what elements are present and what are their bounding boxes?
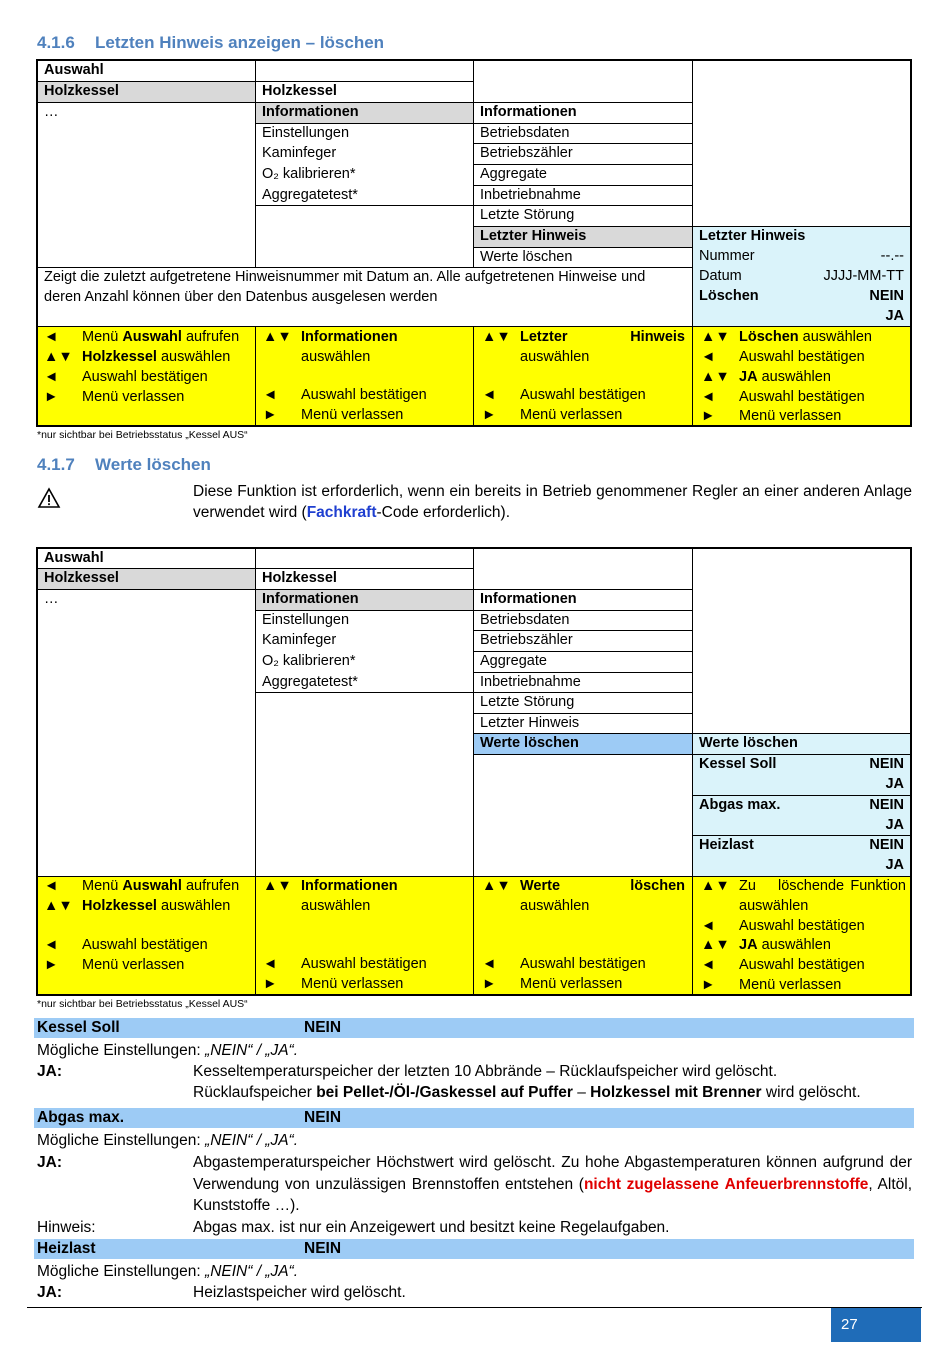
up-down-arrows-icon: ▲▼ bbox=[44, 898, 73, 914]
menu-item-o2-kalibrieren[interactable]: O₂ kalibrieren* bbox=[262, 653, 356, 669]
table-divider bbox=[37, 876, 911, 877]
nav-line bbox=[44, 896, 254, 916]
up-down-arrows-icon: ▲▼ bbox=[701, 369, 730, 385]
nav-line bbox=[482, 327, 685, 347]
nav-text-bold: löschen bbox=[630, 878, 685, 894]
detail-row-heizlast-ja bbox=[699, 855, 904, 875]
detail-value-alt: JA bbox=[885, 857, 904, 873]
possible-label: Mögliche Einstellungen: bbox=[37, 1263, 201, 1280]
setting-value: NEIN bbox=[304, 1240, 342, 1257]
nav-text: Auswahl bestätigen bbox=[739, 389, 865, 405]
detail-label: Löschen bbox=[699, 288, 759, 304]
right-arrow-icon: ► bbox=[44, 957, 59, 973]
table-divider bbox=[473, 326, 474, 426]
setting-bar-abgas-max bbox=[34, 1108, 914, 1128]
nav-line bbox=[701, 406, 906, 426]
nav-text: auswählen bbox=[798, 329, 872, 345]
table-divider bbox=[473, 226, 911, 227]
nav-text: Auswahl bestätigen bbox=[739, 957, 865, 973]
table-border bbox=[36, 547, 912, 549]
left-arrow-icon: ◄ bbox=[44, 329, 59, 345]
up-down-arrows-icon: ▲▼ bbox=[482, 329, 511, 345]
detail-label: Datum bbox=[699, 268, 742, 284]
ja-label: JA: bbox=[37, 1063, 62, 1080]
menu-item-einstellungen[interactable]: Einstellungen bbox=[262, 125, 350, 141]
nav-line bbox=[44, 347, 254, 367]
table-divider bbox=[255, 547, 256, 996]
table-divider bbox=[37, 267, 692, 268]
ja-description bbox=[193, 1152, 912, 1217]
nav-line bbox=[44, 367, 254, 387]
detail-row-loeschen[interactable] bbox=[699, 286, 904, 306]
nav-text-bold: Informationen bbox=[301, 878, 398, 894]
nav-line bbox=[701, 327, 906, 347]
nav-text: Auswahl bestätigen bbox=[520, 387, 646, 403]
ja-label: JA: bbox=[37, 1154, 62, 1171]
detail-label: Kessel Soll bbox=[699, 756, 777, 772]
menu-item-betriebsdaten[interactable]: Betriebsdaten bbox=[480, 612, 570, 628]
left-arrow-icon: ◄ bbox=[482, 956, 497, 972]
ja-text: – bbox=[572, 1084, 591, 1101]
menu-item-holzkessel[interactable]: Holzkessel bbox=[44, 83, 119, 99]
nav-text: auswählen bbox=[156, 898, 231, 914]
nav-text: Auswahl bestätigen bbox=[82, 937, 208, 953]
detail-label: Abgas max. bbox=[699, 797, 781, 813]
nav-line bbox=[263, 896, 473, 916]
menu-item-letzte-stoerung[interactable]: Letzte Störung bbox=[480, 207, 575, 223]
menu-item-o2-kalibrieren[interactable]: O₂ kalibrieren* bbox=[262, 166, 356, 182]
nav-line bbox=[263, 876, 473, 896]
ja-text-bold: Holzkessel mit Brenner bbox=[590, 1084, 762, 1101]
left-arrow-icon: ◄ bbox=[263, 387, 278, 403]
section-heading-417 bbox=[37, 455, 211, 475]
detail-value-alt: JA bbox=[885, 817, 904, 833]
menu-item-betriebszaehler[interactable]: Betriebszähler bbox=[480, 632, 573, 648]
table-divider bbox=[692, 795, 911, 796]
right-arrow-icon: ► bbox=[44, 389, 59, 405]
ja-text: , Altöl, Kunststoffe …). bbox=[193, 1175, 913, 1214]
left-arrow-icon: ◄ bbox=[263, 956, 278, 972]
col-header-auswahl: Auswahl bbox=[44, 62, 104, 78]
nav-text: Auswahl bestätigen bbox=[82, 369, 208, 385]
col-header-informationen: Informationen bbox=[480, 591, 577, 607]
nav-text: auswählen bbox=[739, 898, 809, 914]
nav-line bbox=[263, 954, 473, 974]
nav-line bbox=[44, 387, 254, 407]
table-border bbox=[36, 59, 38, 427]
nav-text: auswählen bbox=[156, 349, 231, 365]
menu-item-inbetriebnahme[interactable]: Inbetriebnahme bbox=[480, 187, 581, 203]
page-number: 27 bbox=[841, 1316, 858, 1333]
menu-item-aggregate[interactable]: Aggregate bbox=[480, 653, 547, 669]
footnote: *nur sichtbar bei Betriebsstatus „Kessel AUS“ bbox=[37, 429, 248, 441]
left-arrow-icon: ◄ bbox=[701, 389, 716, 405]
table-divider bbox=[473, 651, 692, 652]
nav-text-bold: Auswahl bbox=[122, 329, 182, 345]
col-header-holzkessel: Holzkessel bbox=[262, 570, 337, 586]
section-title: Werte löschen bbox=[95, 455, 211, 474]
menu-item-letzter-hinweis[interactable]: Letzter Hinweis bbox=[480, 228, 587, 244]
right-arrow-icon: ► bbox=[701, 408, 716, 424]
left-arrow-icon: ◄ bbox=[482, 387, 497, 403]
table-divider bbox=[473, 754, 911, 755]
nav-text: Menü verlassen bbox=[82, 389, 185, 405]
nav-line bbox=[263, 974, 473, 994]
detail-row-loeschen-ja bbox=[699, 306, 904, 326]
nav-text-bold: Holzkessel bbox=[82, 898, 157, 914]
col-header-holzkessel: Holzkessel bbox=[262, 83, 337, 99]
nav-text-bold: Holzkessel bbox=[82, 349, 157, 365]
nav-text: Auswahl bestätigen bbox=[301, 387, 427, 403]
detail-title: Werte löschen bbox=[699, 735, 798, 751]
nav-text: auswählen bbox=[757, 937, 831, 953]
detail-row-datum bbox=[699, 266, 904, 286]
up-down-arrows-icon: ▲▼ bbox=[44, 349, 73, 365]
nav-line bbox=[482, 974, 685, 994]
nav-text: auswählen bbox=[520, 898, 590, 914]
warning-icon bbox=[37, 487, 61, 509]
footer-rule bbox=[27, 1307, 922, 1308]
table-divider bbox=[37, 102, 692, 103]
nav-text: Auswahl bestätigen bbox=[301, 956, 427, 972]
nav-line bbox=[701, 876, 906, 896]
nav-text-bold: Auswahl bbox=[122, 878, 182, 894]
menu-item-betriebszaehler[interactable]: Betriebszähler bbox=[480, 145, 573, 161]
nav-text: Funktion bbox=[850, 878, 906, 894]
menu-item-letzte-stoerung[interactable]: Letzte Störung bbox=[480, 694, 575, 710]
nav-line bbox=[263, 385, 473, 405]
detail-row-kessel-soll-ja bbox=[699, 774, 904, 794]
nav-line bbox=[701, 367, 906, 387]
nav-text-bold: Informationen bbox=[301, 329, 398, 345]
nav-text: auswählen bbox=[520, 349, 590, 365]
menu-item-kaminfeger[interactable]: Kaminfeger bbox=[262, 632, 337, 648]
right-arrow-icon: ► bbox=[263, 407, 278, 423]
setting-name: Abgas max. bbox=[37, 1109, 125, 1126]
nav-text: Auswahl bestätigen bbox=[739, 349, 865, 365]
warning-text bbox=[193, 481, 912, 523]
right-arrow-icon: ► bbox=[263, 976, 278, 992]
ja-description: Heizlastspeicher wird gelöscht. bbox=[193, 1284, 406, 1301]
table-divider bbox=[473, 185, 692, 186]
ja-text-line2 bbox=[193, 1082, 913, 1103]
setting-name: Heizlast bbox=[37, 1240, 96, 1257]
nav-text: auswählen bbox=[301, 898, 371, 914]
nav-text-bold: Hinweis bbox=[630, 329, 685, 345]
nav-line bbox=[482, 405, 685, 425]
detail-label: Nummer bbox=[699, 248, 755, 264]
table-divider bbox=[255, 610, 692, 611]
nav-line bbox=[44, 935, 254, 955]
table-border bbox=[910, 59, 912, 427]
nav-text: Auswahl bestätigen bbox=[739, 918, 865, 934]
possible-settings bbox=[37, 1040, 298, 1061]
ja-text-bold: bei Pellet-/Öl-/Gaskessel auf Puffer bbox=[316, 1084, 573, 1101]
nav-text-bold: Löschen bbox=[739, 329, 799, 345]
nav-text: Menü verlassen bbox=[739, 977, 842, 993]
table-divider bbox=[37, 81, 473, 82]
section-title: Letzten Hinweis anzeigen – löschen bbox=[95, 33, 385, 52]
nav-line bbox=[482, 347, 685, 367]
table-divider bbox=[692, 59, 693, 427]
table-border bbox=[36, 59, 912, 61]
possible-settings bbox=[37, 1130, 298, 1151]
table-divider bbox=[473, 547, 474, 996]
ja-text: Abgastemperaturspeicher Höchstwert wird gelöscht. Zu hohe Abgastemperaturen können aufgrund der Verwendung von unzulässigen Brennstoffen entstehen ( bbox=[193, 1154, 912, 1193]
nav-col-4 bbox=[701, 327, 906, 427]
left-arrow-icon: ◄ bbox=[44, 369, 59, 385]
nav-text: Zu bbox=[739, 878, 756, 894]
possible-label: Mögliche Einstellungen: bbox=[37, 1132, 201, 1149]
nav-col-1 bbox=[44, 876, 254, 995]
nav-line bbox=[263, 327, 473, 347]
table-divider bbox=[37, 568, 473, 569]
nav-col-2 bbox=[263, 327, 473, 427]
ja-description bbox=[193, 1061, 913, 1103]
menu-item-aggregatetest[interactable]: Aggregatetest* bbox=[262, 187, 358, 203]
nav-text: Menü verlassen bbox=[301, 976, 404, 992]
up-down-arrows-icon: ▲▼ bbox=[263, 329, 292, 345]
nav-text: Auswahl bestätigen bbox=[520, 956, 646, 972]
section-number: 4.1.7 bbox=[37, 455, 75, 474]
nav-col-3 bbox=[482, 327, 685, 427]
table-divider bbox=[692, 835, 911, 836]
table-divider bbox=[255, 326, 256, 426]
detail-value: --.-- bbox=[880, 248, 904, 264]
menu-item-werte-loeschen[interactable]: Werte löschen bbox=[480, 249, 573, 265]
menu-item-holzkessel[interactable]: Holzkessel bbox=[44, 570, 119, 586]
left-arrow-icon: ◄ bbox=[701, 918, 716, 934]
description-text: Zeigt die zuletzt aufgetretene Hinweisnummer mit Datum an. Alle aufgetretenen Hinweise und deren Anzahl können über den Datenbus ausgelesen werden bbox=[44, 269, 646, 305]
nav-line bbox=[482, 954, 685, 974]
up-down-arrows-icon: ▲▼ bbox=[701, 329, 730, 345]
nav-line bbox=[263, 347, 473, 367]
table-divider bbox=[255, 692, 692, 693]
detail-label: Heizlast bbox=[699, 837, 754, 853]
detail-row-heizlast[interactable] bbox=[699, 835, 904, 855]
nav-text: Menü verlassen bbox=[82, 957, 185, 973]
left-arrow-icon: ◄ bbox=[44, 878, 59, 894]
menu-item-letzter-hinweis[interactable]: Letzter Hinweis bbox=[480, 715, 580, 731]
detail-value-alt: JA bbox=[885, 776, 904, 792]
table-divider bbox=[255, 123, 692, 124]
nav-line bbox=[701, 387, 906, 407]
nav-text-bold: Werte bbox=[520, 878, 561, 894]
nav-text: Menü bbox=[82, 329, 123, 345]
table-border bbox=[36, 547, 38, 996]
menu-item-informationen[interactable]: Informationen bbox=[262, 104, 359, 120]
nav-line bbox=[701, 347, 906, 367]
menu-item-more: … bbox=[44, 591, 59, 607]
nav-text-bold: JA bbox=[739, 937, 758, 953]
nav-line bbox=[263, 405, 473, 425]
warning-text-part: Diese Funktion ist erforderlich, wenn ein bereits in Betrieb genommener Regler an einer anderen Anlage verwendet wird ( bbox=[193, 483, 912, 521]
table-divider bbox=[473, 672, 692, 673]
left-arrow-icon: ◄ bbox=[701, 349, 716, 365]
nav-text: auswählen bbox=[757, 369, 831, 385]
right-arrow-icon: ► bbox=[482, 407, 497, 423]
ja-text: Kesseltemperaturspeicher der letzten 10 Abbrände – Rücklaufspeicher wird gelöscht. bbox=[193, 1063, 778, 1080]
detail-value: JJJJ-MM-TT bbox=[823, 268, 904, 284]
nav-text: löschende bbox=[778, 878, 845, 894]
detail-row-abgas-max[interactable] bbox=[699, 795, 904, 815]
nav-text-bold: Letzter bbox=[520, 329, 568, 345]
nav-line bbox=[482, 876, 685, 896]
setting-bar-kessel-soll bbox=[34, 1018, 914, 1038]
nav-line bbox=[44, 876, 254, 896]
nav-line bbox=[701, 955, 906, 975]
table-divider bbox=[37, 589, 692, 590]
detail-row-kessel-soll[interactable] bbox=[699, 754, 904, 774]
left-arrow-icon: ◄ bbox=[701, 957, 716, 973]
nav-line bbox=[701, 975, 906, 995]
nav-text: Menü verlassen bbox=[520, 976, 623, 992]
col-header-informationen: Informationen bbox=[480, 104, 577, 120]
up-down-arrows-icon: ▲▼ bbox=[263, 878, 292, 894]
detail-value: NEIN bbox=[869, 837, 904, 853]
detail-value-alt: JA bbox=[885, 308, 904, 324]
table-divider bbox=[473, 247, 692, 248]
ja-text: Rücklaufspeicher bbox=[193, 1084, 317, 1101]
table-divider bbox=[37, 326, 911, 327]
possible-label: Mögliche Einstellungen: bbox=[37, 1042, 201, 1059]
nav-text: auswählen bbox=[301, 349, 371, 365]
menu-item-more: … bbox=[44, 104, 59, 120]
nav-line bbox=[701, 916, 906, 936]
detail-row-nummer bbox=[699, 246, 904, 266]
nav-text-bold: JA bbox=[739, 369, 758, 385]
footnote: *nur sichtbar bei Betriebsstatus „Kessel AUS“ bbox=[37, 998, 248, 1010]
nav-line bbox=[44, 955, 254, 975]
possible-values: „NEIN“ / „JA“. bbox=[205, 1132, 299, 1149]
table-border bbox=[36, 994, 912, 996]
detail-value: NEIN bbox=[869, 288, 904, 304]
nav-line bbox=[44, 327, 254, 347]
nav-line bbox=[701, 935, 906, 955]
menu-item-aggregatetest[interactable]: Aggregatetest* bbox=[262, 674, 358, 690]
right-arrow-icon: ► bbox=[701, 977, 716, 993]
nav-line bbox=[482, 385, 685, 405]
up-down-arrows-icon: ▲▼ bbox=[482, 878, 511, 894]
left-arrow-icon: ◄ bbox=[44, 937, 59, 953]
setting-bar-heizlast bbox=[34, 1239, 914, 1259]
possible-values: „NEIN“ / „JA“. bbox=[205, 1263, 299, 1280]
table-divider bbox=[692, 547, 693, 996]
nav-col-4 bbox=[701, 876, 906, 995]
up-down-arrows-icon: ▲▼ bbox=[701, 937, 730, 953]
nav-text: Menü verlassen bbox=[520, 407, 623, 423]
table-divider bbox=[255, 59, 256, 268]
table-divider bbox=[473, 630, 692, 631]
section-number: 4.1.6 bbox=[37, 33, 75, 52]
warning-text-part: -Code erforderlich). bbox=[376, 504, 511, 521]
section-heading-416 bbox=[37, 33, 384, 53]
detail-panel-letzter-hinweis bbox=[692, 226, 911, 326]
page-number-box bbox=[831, 1308, 921, 1342]
menu-item-kaminfeger[interactable]: Kaminfeger bbox=[262, 145, 337, 161]
table-divider bbox=[473, 164, 692, 165]
nav-text: aufrufen bbox=[181, 329, 240, 345]
table-divider bbox=[473, 713, 692, 714]
up-down-arrows-icon: ▲▼ bbox=[701, 878, 730, 894]
nav-line bbox=[482, 896, 685, 916]
detail-title: Letzter Hinweis bbox=[699, 228, 806, 244]
nav-col-1 bbox=[44, 327, 254, 427]
menu-item-betriebsdaten[interactable]: Betriebsdaten bbox=[480, 125, 570, 141]
table-divider bbox=[473, 733, 911, 734]
hint-label: Hinweis: bbox=[37, 1219, 96, 1236]
detail-row-abgas-max-ja bbox=[699, 815, 904, 835]
menu-item-inbetriebnahme[interactable]: Inbetriebnahme bbox=[480, 674, 581, 690]
nav-col-2 bbox=[263, 876, 473, 995]
nav-col-3 bbox=[482, 876, 685, 995]
ja-label: JA: bbox=[37, 1284, 62, 1301]
table-divider bbox=[473, 143, 692, 144]
right-arrow-icon: ► bbox=[482, 976, 497, 992]
ja-text-red: Anfeuerbrennstoffe bbox=[724, 1175, 869, 1193]
nav-text: Menü verlassen bbox=[301, 407, 404, 423]
ja-text: wird gelöscht. bbox=[761, 1084, 861, 1101]
nav-text: aufrufen bbox=[181, 878, 240, 894]
table-border bbox=[36, 425, 912, 427]
nav-text: Menü bbox=[82, 878, 123, 894]
setting-value: NEIN bbox=[304, 1109, 342, 1126]
nav-text: Menü verlassen bbox=[739, 408, 842, 424]
detail-value: NEIN bbox=[869, 797, 904, 813]
menu-item-werte-loeschen[interactable]: Werte löschen bbox=[480, 735, 579, 751]
table-divider bbox=[255, 205, 692, 206]
table-border bbox=[910, 547, 912, 996]
setting-value: NEIN bbox=[304, 1019, 342, 1036]
possible-settings bbox=[37, 1261, 298, 1282]
setting-name: Kessel Soll bbox=[37, 1019, 120, 1036]
possible-values: „NEIN“ / „JA“. bbox=[205, 1042, 299, 1059]
nav-line bbox=[701, 896, 906, 916]
menu-item-aggregate[interactable]: Aggregate bbox=[480, 166, 547, 182]
menu-item-einstellungen[interactable]: Einstellungen bbox=[262, 612, 350, 628]
col-header-auswahl: Auswahl bbox=[44, 550, 104, 566]
ja-text-red: nicht zugelassene bbox=[583, 1175, 719, 1193]
hint-text: Abgas max. ist nur ein Anzeigewert und besitzt keine Regelaufgaben. bbox=[193, 1219, 670, 1236]
detail-value: NEIN bbox=[869, 756, 904, 772]
warning-text-highlight: Fachkraft bbox=[306, 504, 377, 521]
menu-item-informationen[interactable]: Informationen bbox=[262, 591, 359, 607]
